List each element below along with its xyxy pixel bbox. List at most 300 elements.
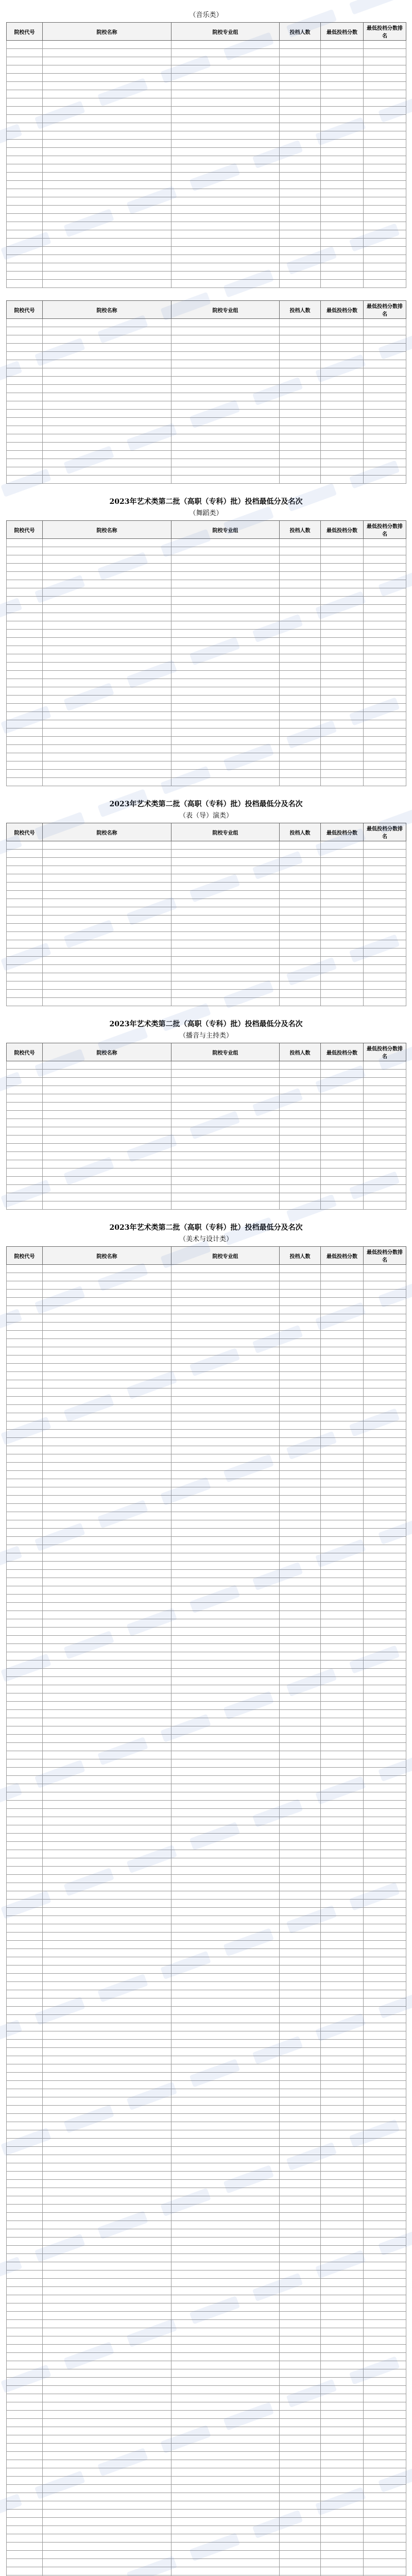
table-cell bbox=[171, 459, 280, 467]
table-cell bbox=[364, 1570, 406, 1578]
table-row bbox=[7, 2196, 406, 2205]
table-cell bbox=[364, 2172, 406, 2180]
table-cell bbox=[280, 2048, 321, 2056]
table-row bbox=[7, 1168, 406, 1177]
table-row bbox=[7, 1768, 406, 1776]
table-row bbox=[7, 1520, 406, 1529]
table-cell bbox=[7, 123, 43, 131]
table-row bbox=[7, 2295, 406, 2303]
section-title: 2023年艺术类第二批（高职（专科）批）投档最低分及名次 bbox=[109, 498, 303, 506]
table-cell bbox=[280, 2163, 321, 2172]
table-cell bbox=[43, 263, 171, 272]
table-row bbox=[7, 1595, 406, 1603]
table-cell bbox=[364, 1193, 406, 1201]
table-cell bbox=[171, 1119, 280, 1127]
table-row bbox=[7, 140, 406, 148]
table-cell bbox=[43, 981, 171, 990]
table-row bbox=[7, 687, 406, 696]
table-cell bbox=[364, 2147, 406, 2155]
table-cell bbox=[43, 2378, 171, 2386]
table-cell bbox=[171, 1314, 280, 1323]
table-row bbox=[7, 443, 406, 451]
table-cell bbox=[321, 1545, 364, 1553]
table-cell bbox=[280, 2229, 321, 2238]
admission-section bbox=[0, 1210, 412, 2576]
table-cell bbox=[280, 1817, 321, 1825]
table-cell bbox=[171, 280, 280, 288]
table-cell bbox=[280, 1603, 321, 1611]
table-cell bbox=[43, 1825, 171, 1834]
table-row bbox=[7, 2534, 406, 2543]
table-cell bbox=[280, 940, 321, 948]
table-cell bbox=[171, 2345, 280, 2353]
table-row bbox=[7, 547, 406, 555]
table-cell bbox=[364, 1941, 406, 1949]
table-cell bbox=[171, 1388, 280, 1397]
table-row bbox=[7, 1380, 406, 1388]
table-cell bbox=[364, 990, 406, 998]
table-row bbox=[7, 131, 406, 140]
table-cell bbox=[43, 2534, 171, 2543]
table-cell bbox=[171, 335, 280, 344]
table-cell bbox=[7, 1144, 43, 1152]
table-cell bbox=[321, 1314, 364, 1323]
table-cell bbox=[43, 2493, 171, 2501]
table-cell bbox=[280, 924, 321, 932]
table-cell bbox=[43, 753, 171, 761]
table-cell bbox=[7, 1751, 43, 1759]
table-cell bbox=[43, 883, 171, 891]
table-row bbox=[7, 107, 406, 115]
table-cell bbox=[364, 924, 406, 932]
table-cell bbox=[7, 1545, 43, 1553]
table-cell bbox=[364, 2493, 406, 2501]
table-row bbox=[7, 973, 406, 981]
table-row bbox=[7, 2386, 406, 2394]
table-cell bbox=[171, 2361, 280, 2369]
table-cell bbox=[171, 1784, 280, 1792]
table-cell bbox=[43, 1537, 171, 1545]
table-cell bbox=[321, 1471, 364, 1479]
table-cell bbox=[321, 1768, 364, 1776]
table-cell bbox=[321, 1487, 364, 1496]
table-cell bbox=[171, 957, 280, 965]
table-cell bbox=[7, 2444, 43, 2452]
table-row bbox=[7, 1949, 406, 1957]
table-cell bbox=[43, 1628, 171, 1636]
table-row bbox=[7, 1562, 406, 1570]
table-cell bbox=[43, 1201, 171, 1210]
table-row bbox=[7, 1801, 406, 1809]
table-row bbox=[7, 1619, 406, 1628]
table-cell bbox=[280, 2007, 321, 2015]
table-cell bbox=[7, 2196, 43, 2205]
table-cell bbox=[43, 1127, 171, 1136]
table-cell bbox=[171, 319, 280, 327]
table-cell bbox=[364, 1867, 406, 1875]
table-cell bbox=[321, 1512, 364, 1520]
table-cell bbox=[364, 1529, 406, 1537]
table-cell bbox=[321, 451, 364, 459]
table-cell bbox=[321, 2097, 364, 2106]
table-cell bbox=[280, 2543, 321, 2551]
table-cell bbox=[321, 597, 364, 605]
table-cell bbox=[7, 1875, 43, 1883]
table-cell bbox=[321, 2485, 364, 2493]
table-cell bbox=[43, 866, 171, 874]
column-header: 院校代号 bbox=[7, 1043, 43, 1061]
table-row bbox=[7, 1875, 406, 1883]
table-cell bbox=[43, 1086, 171, 1094]
table-cell bbox=[280, 1061, 321, 1070]
table-cell bbox=[321, 1924, 364, 1933]
table-row bbox=[7, 1281, 406, 1290]
table-cell bbox=[321, 1990, 364, 1998]
table-cell bbox=[7, 874, 43, 883]
column-header: 院校代号 bbox=[7, 1247, 43, 1265]
table-cell bbox=[364, 1446, 406, 1454]
table-cell bbox=[364, 588, 406, 597]
table-row bbox=[7, 924, 406, 932]
section-subtitle: （美术与设计类） bbox=[179, 1235, 233, 1243]
table-cell bbox=[321, 2040, 364, 2048]
table-cell bbox=[280, 1784, 321, 1792]
table-cell bbox=[7, 1710, 43, 1718]
table-cell bbox=[43, 2279, 171, 2287]
table-cell bbox=[321, 1858, 364, 1867]
table-row bbox=[7, 222, 406, 230]
table-row bbox=[7, 2180, 406, 2188]
table-cell bbox=[280, 2073, 321, 2081]
table-cell bbox=[43, 1193, 171, 1201]
table-cell bbox=[280, 1982, 321, 1990]
table-cell bbox=[43, 1479, 171, 1487]
table-cell bbox=[7, 385, 43, 393]
table-cell bbox=[280, 1103, 321, 1111]
table-cell bbox=[7, 883, 43, 891]
table-cell bbox=[280, 973, 321, 981]
table-cell bbox=[171, 156, 280, 164]
table-cell bbox=[321, 1726, 364, 1735]
table-cell bbox=[171, 2295, 280, 2303]
table-cell bbox=[171, 49, 280, 57]
table-cell bbox=[321, 2180, 364, 2188]
table-cell bbox=[321, 2023, 364, 2031]
table-cell bbox=[280, 2270, 321, 2279]
table-row bbox=[7, 1636, 406, 1644]
table-row bbox=[7, 1496, 406, 1504]
table-cell bbox=[280, 410, 321, 418]
table-cell bbox=[7, 1201, 43, 1210]
table-row bbox=[7, 1185, 406, 1193]
table-cell bbox=[321, 2394, 364, 2402]
table-cell bbox=[280, 866, 321, 874]
table-cell bbox=[364, 451, 406, 459]
table-cell bbox=[171, 181, 280, 189]
table-cell bbox=[171, 973, 280, 981]
table-cell bbox=[364, 2501, 406, 2510]
table-cell bbox=[321, 1347, 364, 1355]
table-cell bbox=[364, 1405, 406, 1413]
table-cell bbox=[321, 2106, 364, 2114]
table-cell bbox=[43, 222, 171, 230]
table-cell bbox=[321, 671, 364, 679]
table-cell bbox=[321, 1265, 364, 1273]
table-cell bbox=[171, 2221, 280, 2229]
table-cell bbox=[171, 1891, 280, 1900]
table-cell bbox=[171, 451, 280, 459]
table-cell bbox=[7, 1850, 43, 1858]
table-cell bbox=[171, 1842, 280, 1850]
table-cell bbox=[321, 621, 364, 630]
table-cell bbox=[171, 1479, 280, 1487]
table-cell bbox=[171, 1982, 280, 1990]
table-cell bbox=[321, 263, 364, 272]
table-cell bbox=[171, 2064, 280, 2073]
table-cell bbox=[171, 1562, 280, 1570]
table-cell bbox=[171, 1685, 280, 1693]
table-cell bbox=[280, 555, 321, 564]
table-cell bbox=[280, 580, 321, 588]
table-cell bbox=[321, 638, 364, 646]
table-cell bbox=[364, 899, 406, 907]
table-cell bbox=[171, 2196, 280, 2205]
table-cell bbox=[7, 737, 43, 745]
table-cell bbox=[171, 2139, 280, 2147]
table-cell bbox=[171, 2303, 280, 2312]
table-cell bbox=[7, 1891, 43, 1900]
table-cell bbox=[280, 2188, 321, 2196]
table-cell bbox=[43, 891, 171, 899]
table-row bbox=[7, 2303, 406, 2312]
table-cell bbox=[321, 2229, 364, 2238]
table-cell bbox=[7, 2559, 43, 2567]
table-cell bbox=[321, 580, 364, 588]
table-cell bbox=[321, 1355, 364, 1364]
table-cell bbox=[171, 1735, 280, 1743]
table-cell bbox=[171, 2369, 280, 2378]
table-cell bbox=[280, 377, 321, 385]
table-cell bbox=[280, 2064, 321, 2073]
table-row bbox=[7, 230, 406, 239]
column-header: 院校专业组 bbox=[171, 823, 280, 841]
table-cell bbox=[321, 1792, 364, 1801]
table-cell bbox=[364, 368, 406, 377]
table-cell bbox=[43, 230, 171, 239]
table-cell bbox=[171, 1586, 280, 1595]
table-cell bbox=[43, 1619, 171, 1628]
table-cell bbox=[171, 555, 280, 564]
table-cell bbox=[321, 385, 364, 393]
table-cell bbox=[43, 1347, 171, 1355]
table-cell bbox=[171, 1990, 280, 1998]
table-cell bbox=[171, 2444, 280, 2452]
table-cell bbox=[321, 1982, 364, 1990]
table-row bbox=[7, 1103, 406, 1111]
table-cell bbox=[321, 555, 364, 564]
table-cell bbox=[364, 1685, 406, 1693]
table-cell bbox=[280, 1405, 321, 1413]
table-cell bbox=[7, 932, 43, 940]
table-cell bbox=[171, 2460, 280, 2468]
table-cell bbox=[43, 874, 171, 883]
table-row bbox=[7, 1867, 406, 1875]
table-row bbox=[7, 572, 406, 580]
table-row bbox=[7, 2394, 406, 2402]
table-cell bbox=[7, 2312, 43, 2320]
table-cell bbox=[7, 2534, 43, 2543]
table-cell bbox=[280, 1875, 321, 1883]
table-cell bbox=[7, 630, 43, 638]
table-cell bbox=[321, 2238, 364, 2246]
table-cell bbox=[321, 1842, 364, 1850]
table-row bbox=[7, 82, 406, 90]
table-cell bbox=[364, 2114, 406, 2122]
table-cell bbox=[7, 1339, 43, 1347]
table-cell bbox=[7, 1347, 43, 1355]
table-cell bbox=[171, 410, 280, 418]
table-cell bbox=[280, 712, 321, 720]
table-cell bbox=[321, 957, 364, 965]
table-row bbox=[7, 948, 406, 957]
table-cell bbox=[171, 924, 280, 932]
table-cell bbox=[171, 1094, 280, 1103]
table-cell bbox=[43, 1405, 171, 1413]
table-cell bbox=[171, 2114, 280, 2122]
table-cell bbox=[321, 679, 364, 687]
table-cell bbox=[280, 65, 321, 74]
table-cell bbox=[364, 2411, 406, 2419]
admission-table bbox=[6, 300, 406, 484]
table-cell bbox=[364, 214, 406, 222]
table-cell bbox=[321, 1454, 364, 1463]
table-row bbox=[7, 883, 406, 891]
table-cell bbox=[7, 327, 43, 335]
table-cell bbox=[280, 2559, 321, 2567]
table-row bbox=[7, 1858, 406, 1867]
table-row bbox=[7, 916, 406, 924]
table-row bbox=[7, 2229, 406, 2238]
table-cell bbox=[43, 2213, 171, 2221]
table-cell bbox=[321, 173, 364, 181]
table-cell bbox=[7, 1127, 43, 1136]
table-row bbox=[7, 74, 406, 82]
table-cell bbox=[321, 2196, 364, 2205]
table-cell bbox=[7, 1380, 43, 1388]
table-cell bbox=[171, 841, 280, 850]
table-cell bbox=[321, 1636, 364, 1644]
table-cell bbox=[280, 899, 321, 907]
table-cell bbox=[171, 696, 280, 704]
table-cell bbox=[43, 107, 171, 115]
table-cell bbox=[171, 255, 280, 263]
table-cell bbox=[364, 123, 406, 131]
table-row bbox=[7, 2369, 406, 2378]
table-cell bbox=[43, 1512, 171, 1520]
table-cell bbox=[43, 1397, 171, 1405]
table-cell bbox=[43, 613, 171, 621]
table-cell bbox=[364, 1759, 406, 1768]
table-cell bbox=[280, 2518, 321, 2526]
table-cell bbox=[43, 2196, 171, 2205]
table-cell bbox=[43, 2419, 171, 2427]
table-cell bbox=[364, 164, 406, 173]
table-cell bbox=[364, 1982, 406, 1990]
table-cell bbox=[7, 1152, 43, 1160]
table-cell bbox=[280, 1185, 321, 1193]
table-row bbox=[7, 1290, 406, 1298]
table-cell bbox=[280, 2155, 321, 2163]
table-cell bbox=[7, 206, 43, 214]
table-cell bbox=[321, 1413, 364, 1421]
table-cell bbox=[280, 621, 321, 630]
table-cell bbox=[43, 2229, 171, 2238]
table-cell bbox=[280, 1265, 321, 1273]
table-cell bbox=[364, 1380, 406, 1388]
table-cell bbox=[171, 41, 280, 49]
table-cell bbox=[321, 335, 364, 344]
table-cell bbox=[364, 1355, 406, 1364]
table-row bbox=[7, 1933, 406, 1941]
table-cell bbox=[321, 646, 364, 654]
table-cell bbox=[321, 1693, 364, 1702]
table-cell bbox=[364, 1388, 406, 1397]
table-cell bbox=[7, 115, 43, 123]
table-cell bbox=[321, 1867, 364, 1875]
table-cell bbox=[364, 2303, 406, 2312]
table-cell bbox=[7, 2270, 43, 2279]
table-cell bbox=[364, 1331, 406, 1339]
table-cell bbox=[171, 1792, 280, 1801]
table-header-row bbox=[7, 301, 406, 319]
table-cell bbox=[321, 1298, 364, 1306]
table-cell bbox=[280, 1127, 321, 1136]
table-cell bbox=[280, 344, 321, 352]
table-cell bbox=[321, 181, 364, 189]
table-cell bbox=[7, 2551, 43, 2559]
table-cell bbox=[321, 1578, 364, 1586]
table-cell bbox=[171, 2081, 280, 2089]
table-row bbox=[7, 1644, 406, 1652]
table-cell bbox=[43, 1168, 171, 1177]
table-cell bbox=[43, 638, 171, 646]
table-row bbox=[7, 2444, 406, 2452]
table-cell bbox=[364, 2378, 406, 2386]
table-cell bbox=[321, 948, 364, 957]
table-cell bbox=[321, 1611, 364, 1619]
table-cell bbox=[171, 948, 280, 957]
table-cell bbox=[364, 605, 406, 613]
table-cell bbox=[321, 82, 364, 90]
table-cell bbox=[7, 2468, 43, 2477]
table-cell bbox=[321, 1479, 364, 1487]
table-cell bbox=[280, 1273, 321, 1281]
table-row bbox=[7, 2089, 406, 2097]
table-cell bbox=[364, 1438, 406, 1446]
table-cell bbox=[171, 385, 280, 393]
table-cell bbox=[43, 2048, 171, 2056]
table-cell bbox=[43, 2114, 171, 2122]
table-cell bbox=[364, 344, 406, 352]
table-row bbox=[7, 1545, 406, 1553]
table-cell bbox=[43, 181, 171, 189]
table-cell bbox=[280, 2353, 321, 2361]
table-cell bbox=[7, 2262, 43, 2270]
table-cell bbox=[43, 1364, 171, 1372]
table-cell bbox=[43, 1388, 171, 1397]
table-header-row bbox=[7, 23, 406, 41]
table-cell bbox=[43, 401, 171, 410]
